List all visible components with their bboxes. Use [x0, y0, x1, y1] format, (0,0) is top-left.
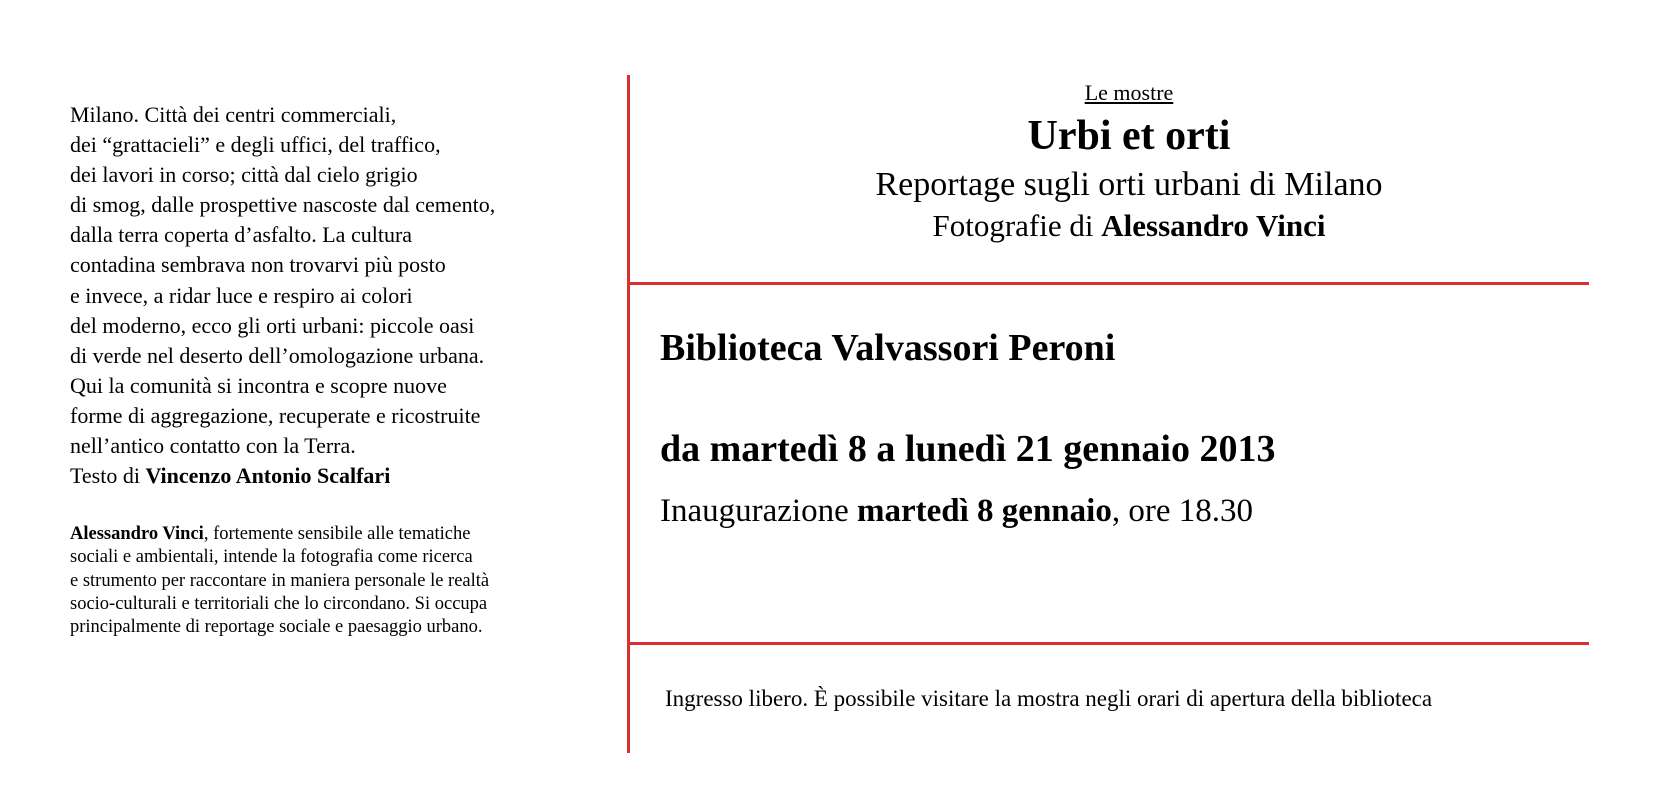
bio-first-line: , fortemente sensibile alle tematiche [203, 524, 471, 545]
horizontal-divider-top [629, 282, 1589, 285]
intro-line: dalla terra coperta d’asfalto. La cultura [70, 222, 413, 248]
photo-credit-prefix: Fotografie di [932, 208, 1102, 243]
bio-line: sociali e ambientali, intende la fotografia come ricerca [70, 547, 473, 568]
intro-line: dei lavori in corso; città dal cielo grigio [70, 162, 418, 188]
intro-paragraph [70, 100, 590, 491]
opening-prefix: Inaugurazione [660, 493, 857, 529]
opening-time: , ore 18.30 [1111, 493, 1253, 529]
intro-line: contadina sembrava non trovarvi più posto [70, 252, 446, 278]
vertical-divider [627, 75, 630, 753]
photographer-name: Alessandro Vinci [1101, 208, 1326, 243]
intro-line: Milano. Città dei centri commerciali, [70, 102, 397, 127]
exhibition-header [700, 78, 1558, 246]
intro-line: Qui la comunità si incontra e scopre nuove [70, 372, 447, 398]
text-credit [70, 461, 590, 491]
opening-info [660, 493, 1253, 530]
bio-line: principalmente di reportage sociale e paesaggio urbano. [70, 617, 483, 638]
intro-line: di smog, dalle prospettive nascoste dal cemento, [70, 192, 496, 218]
venue-name: Biblioteca Valvassori Peroni [660, 327, 1116, 369]
section-kicker: Le mostre [1084, 80, 1174, 105]
admission-note: Ingresso libero. È possibile visitare la mostra negli orari di apertura della biblioteca [665, 686, 1433, 711]
bio-name: Alessandro Vinci [70, 524, 204, 545]
bio-line: e strumento per raccontare in maniera personale le realtà [70, 570, 490, 591]
intro-line: di verde nel deserto dell’omologazione urbana. [70, 342, 485, 368]
intro-line: e invece, a ridar luce e respiro ai colori [70, 282, 413, 308]
horizontal-divider-bottom [629, 642, 1589, 645]
left-column [70, 100, 590, 639]
exhibition-title: Urbi et orti [1027, 113, 1231, 159]
intro-line: nell’antico contatto con la Terra. [70, 433, 356, 459]
intro-line: forme di aggregazione, recuperate e ricostruite [70, 402, 481, 428]
exhibition-dates: da martedì 8 a lunedì 21 gennaio 2013 [660, 428, 1276, 470]
text-credit-prefix: Testo di [70, 463, 146, 489]
intro-line: del moderno, ecco gli orti urbani: piccole oasi [70, 312, 475, 338]
opening-date: martedì 8 gennaio [857, 493, 1112, 529]
text-credit-author: Vincenzo Antonio Scalfari [145, 463, 391, 489]
bio-line: socio-culturali e territoriali che lo circondano. Si occupa [70, 593, 488, 614]
exhibition-subtitle: Reportage sugli orti urbani di Milano [875, 166, 1383, 203]
photographer-bio [70, 523, 590, 639]
photo-credit [700, 206, 1558, 246]
bio-line [70, 523, 590, 546]
intro-line: dei “grattacieli” e degli uffici, del traffico, [70, 132, 441, 158]
